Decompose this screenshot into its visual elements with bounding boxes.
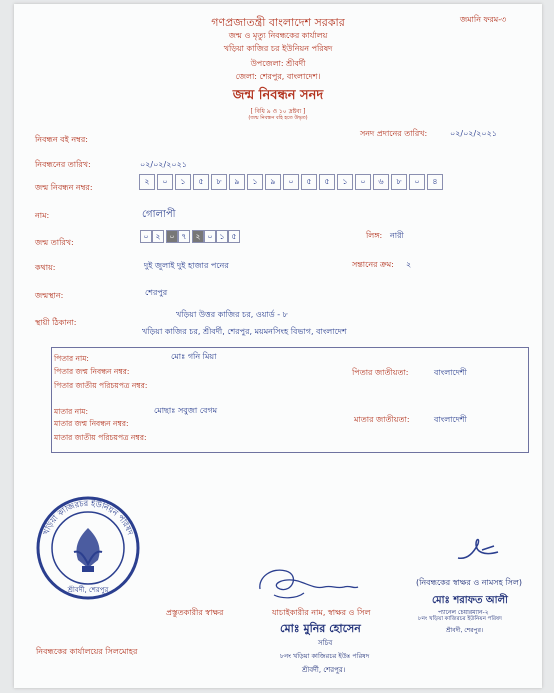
register-note: (জন্ম নিবন্ধন বহি হতে উদ্ধৃত) — [248, 115, 308, 121]
registrar-title: প্যানেল চেয়ারম্যান-২ — [438, 609, 489, 616]
address-line-2: খড়িয়া কাজির চর, শ্রীবর্দী, শেরপুর, ময়মনসিংহ বিভাগ, বাংলাদেশ — [142, 327, 347, 336]
name-label: নাম: — [35, 211, 50, 220]
dob-words-label: কথায়: — [35, 263, 56, 272]
dob-digit: ৫ — [228, 230, 240, 243]
dob-words-value: দুই জুলাই দুই হাজার পনের — [144, 261, 229, 270]
reg-digit: ৪ — [427, 174, 443, 190]
mother-name-value: মোছাঃ সবুজা বেগম — [154, 406, 218, 415]
reg-digit: ৯ — [265, 174, 281, 190]
registration-number-label: জন্ম নিবন্ধন নম্বর: — [35, 183, 93, 192]
verifier-caption: যাচাইকারীর নাম, স্বাক্ষর ও সিল — [272, 608, 371, 617]
dob-label: জন্ম তারিখ: — [35, 238, 74, 247]
birthplace-value: শেরপুর — [145, 288, 168, 297]
mother-nationality-value: বাংলাদেশী — [434, 415, 467, 424]
book-number-label: নিবন্ধন বই নম্বর: — [35, 135, 88, 144]
birthplace-label: জন্মস্থান: — [35, 291, 64, 300]
reg-digit: ০ — [157, 174, 173, 190]
father-nid-label: পিতার জাতীয় পরিচয়পত্র নম্বর: — [54, 381, 148, 390]
dob-digit: ০ — [140, 230, 152, 243]
reg-digit: ১ — [247, 174, 263, 190]
dob-digit: ১ — [216, 230, 228, 243]
reg-digit: ১ — [337, 174, 353, 190]
registration-date-label: নিবন্ধনের তারিখ: — [35, 160, 91, 169]
dob-digit: ০ — [166, 230, 178, 243]
registrar-caption: (নিবন্ধকের স্বাক্ষর ও নামসহ সিল) — [416, 578, 522, 587]
father-name-value: মোঃ গনি মিয়া — [171, 352, 217, 361]
reg-digit: ২ — [139, 174, 155, 190]
secretary-title: সচিব — [318, 639, 333, 647]
sex-label: লিঙ্গ: — [366, 231, 383, 240]
verifier-signature — [252, 559, 362, 605]
svg-text:শ্রীবর্দী, শেরপুর: শ্রীবর্দী, শেরপুর — [67, 586, 109, 594]
certificate-page — [14, 4, 542, 688]
dob-boxes — [140, 230, 242, 243]
child-order-label: সন্তানের ক্রম: — [352, 260, 394, 269]
rule-note: [ বিধি ৯ ও ১০ দ্রষ্টব্য ] — [250, 108, 306, 115]
reg-digit: ৫ — [301, 174, 317, 190]
address-label: স্থায়ী ঠিকানা: — [35, 318, 77, 327]
father-name-label: পিতার নাম: — [54, 354, 89, 363]
address-line-1: খড়িয়া উত্তর কাজির চর, ওয়ার্ড - ৮ — [176, 310, 288, 319]
secretary-name: মোঃ মুনির হোসেন — [280, 622, 361, 635]
name-value: গোলাপী — [142, 209, 176, 220]
dob-digit: ২ — [192, 230, 204, 243]
mother-nid-label: মাতার জাতীয় পরিচয়পত্র নম্বর: — [54, 433, 147, 442]
union-name: খড়িয়া কাজির চর ইউনিয়ন পরিষদ — [223, 44, 333, 53]
reg-digit: ১ — [175, 174, 191, 190]
union-round-seal — [34, 494, 142, 602]
document-title: জন্ম নিবন্ধন সনদ — [232, 88, 324, 103]
registrar-name: মোঃ শরাফত আলী — [432, 595, 508, 606]
secretary-place: শ্রীবর্দী, শেরপুর। — [302, 666, 346, 674]
child-order-value: ২ — [406, 260, 412, 269]
government-title: গণপ্রজাতন্ত্রী বাংলাদেশ সরকার — [211, 16, 345, 29]
sex-value: নারী — [390, 231, 404, 240]
preparer-caption: প্রস্তুতকারীর স্বাক্ষর — [166, 608, 224, 617]
registrar-place: শ্রীবর্দী, শেরপুর। — [446, 627, 484, 634]
office-name: জন্ম ও মৃত্যু নিবন্ধকের কার্যালয় — [228, 31, 328, 40]
registrar-signature — [454, 534, 502, 564]
secretary-organization: ৮নং খড়িয়া কাজিরচর ইউঃ পরিষদ — [280, 652, 370, 660]
mother-reg-label: মাতার জন্ম নিবন্ধন নম্বর: — [54, 419, 129, 428]
reg-digit: ৬ — [373, 174, 389, 190]
reg-digit: ০ — [283, 174, 299, 190]
reg-digit: ৮ — [211, 174, 227, 190]
reg-digit: ৫ — [193, 174, 209, 190]
mother-nationality-label: মাতার জাতীয়তা: — [354, 415, 410, 424]
registrar-organization: ৮নং খড়িয়া কাজিরচর ইউনিয়ন পরিষদ — [418, 616, 502, 622]
mother-name-label: মাতার নাম: — [54, 407, 88, 416]
registration-number-boxes — [139, 174, 445, 190]
dob-digit: ০ — [204, 230, 216, 243]
reg-digit: ৯ — [229, 174, 245, 190]
svg-text:খড়িয়া কাজিরচর ইউনিয়ন পরিষদ: খড়িয়া কাজিরচর ইউনিয়ন পরিষদ — [41, 498, 135, 537]
reg-digit: ০ — [409, 174, 425, 190]
form-number: জমানি ফরম-৩ — [460, 15, 507, 24]
registration-date-value: ০২/০২/২০২১ — [140, 160, 187, 169]
reg-digit: ০ — [355, 174, 371, 190]
reg-digit: ৫ — [319, 174, 335, 190]
office-seal-caption: নিবন্ধকের কার্যালয়ের সিলমোহর — [36, 647, 138, 656]
father-reg-label: পিতার জন্ম নিবন্ধন নম্বর: — [54, 367, 130, 376]
father-nationality-value: বাংলাদেশী — [434, 368, 467, 377]
district: জেলা: শেরপুর, বাংলাদেশ। — [235, 72, 321, 81]
issue-date-value: ০২/০২/২০২১ — [450, 129, 497, 138]
issue-date-label: সনদ প্রদানের তারিখ: — [360, 129, 428, 138]
upazila: উপজেলা: শ্রীবর্দী — [250, 59, 306, 68]
reg-digit: ৮ — [391, 174, 407, 190]
father-nationality-label: পিতার জাতীয়তা: — [352, 368, 409, 377]
dob-digit: ২ — [152, 230, 164, 243]
dob-digit: ৭ — [178, 230, 190, 243]
